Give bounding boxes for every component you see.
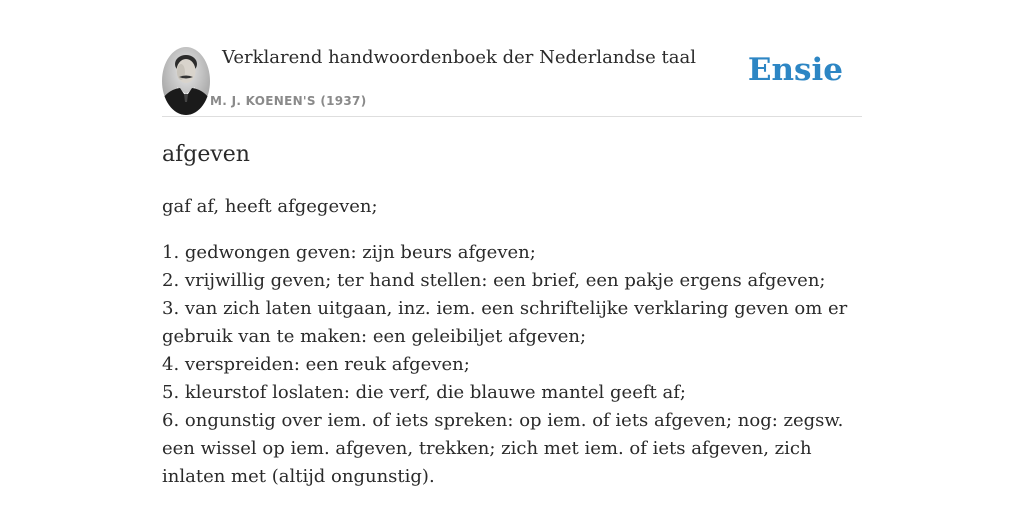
- sense-item: 1. gedwongen geven: zijn beurs afgeven;: [162, 242, 536, 263]
- dictionary-page: [162, 0, 862, 512]
- headword: afgeven: [162, 142, 250, 167]
- sense-item: 6. ongunstig over iem. of iets spreken: op iem. of iets afgeven; nog: zegsw. een wissel op iem. afgeven, trekken; zich met iem. of iets afgeven, zich inlaten met (altijd ongunstig).: [162, 410, 844, 487]
- source-header: [162, 40, 862, 117]
- sense-item: 3. van zich laten uitgaan, inz. iem. een schriftelijke verklaring geven om er gebruik van te maken: een geleibiljet afgeven;: [162, 298, 848, 347]
- book-title[interactable]: Verklarend handwoordenboek der Nederlandse taal: [222, 47, 696, 68]
- author-portrait-icon: [162, 47, 210, 115]
- sense-item: 4. verspreiden: een reuk afgeven;: [162, 354, 470, 375]
- ensie-logo[interactable]: Ensie: [747, 52, 843, 88]
- sense-item: 2. vrijwillig geven; ter hand stellen: een brief, een pakje ergens afgeven;: [162, 270, 826, 291]
- sense-list: [162, 239, 862, 491]
- sense-item: 5. kleurstof loslaten: die verf, die blauwe mantel geeft af;: [162, 382, 686, 403]
- grammar-forms: gaf af, heeft afgegeven;: [162, 196, 378, 217]
- book-author: M. J. KOENEN'S (1937): [210, 94, 367, 108]
